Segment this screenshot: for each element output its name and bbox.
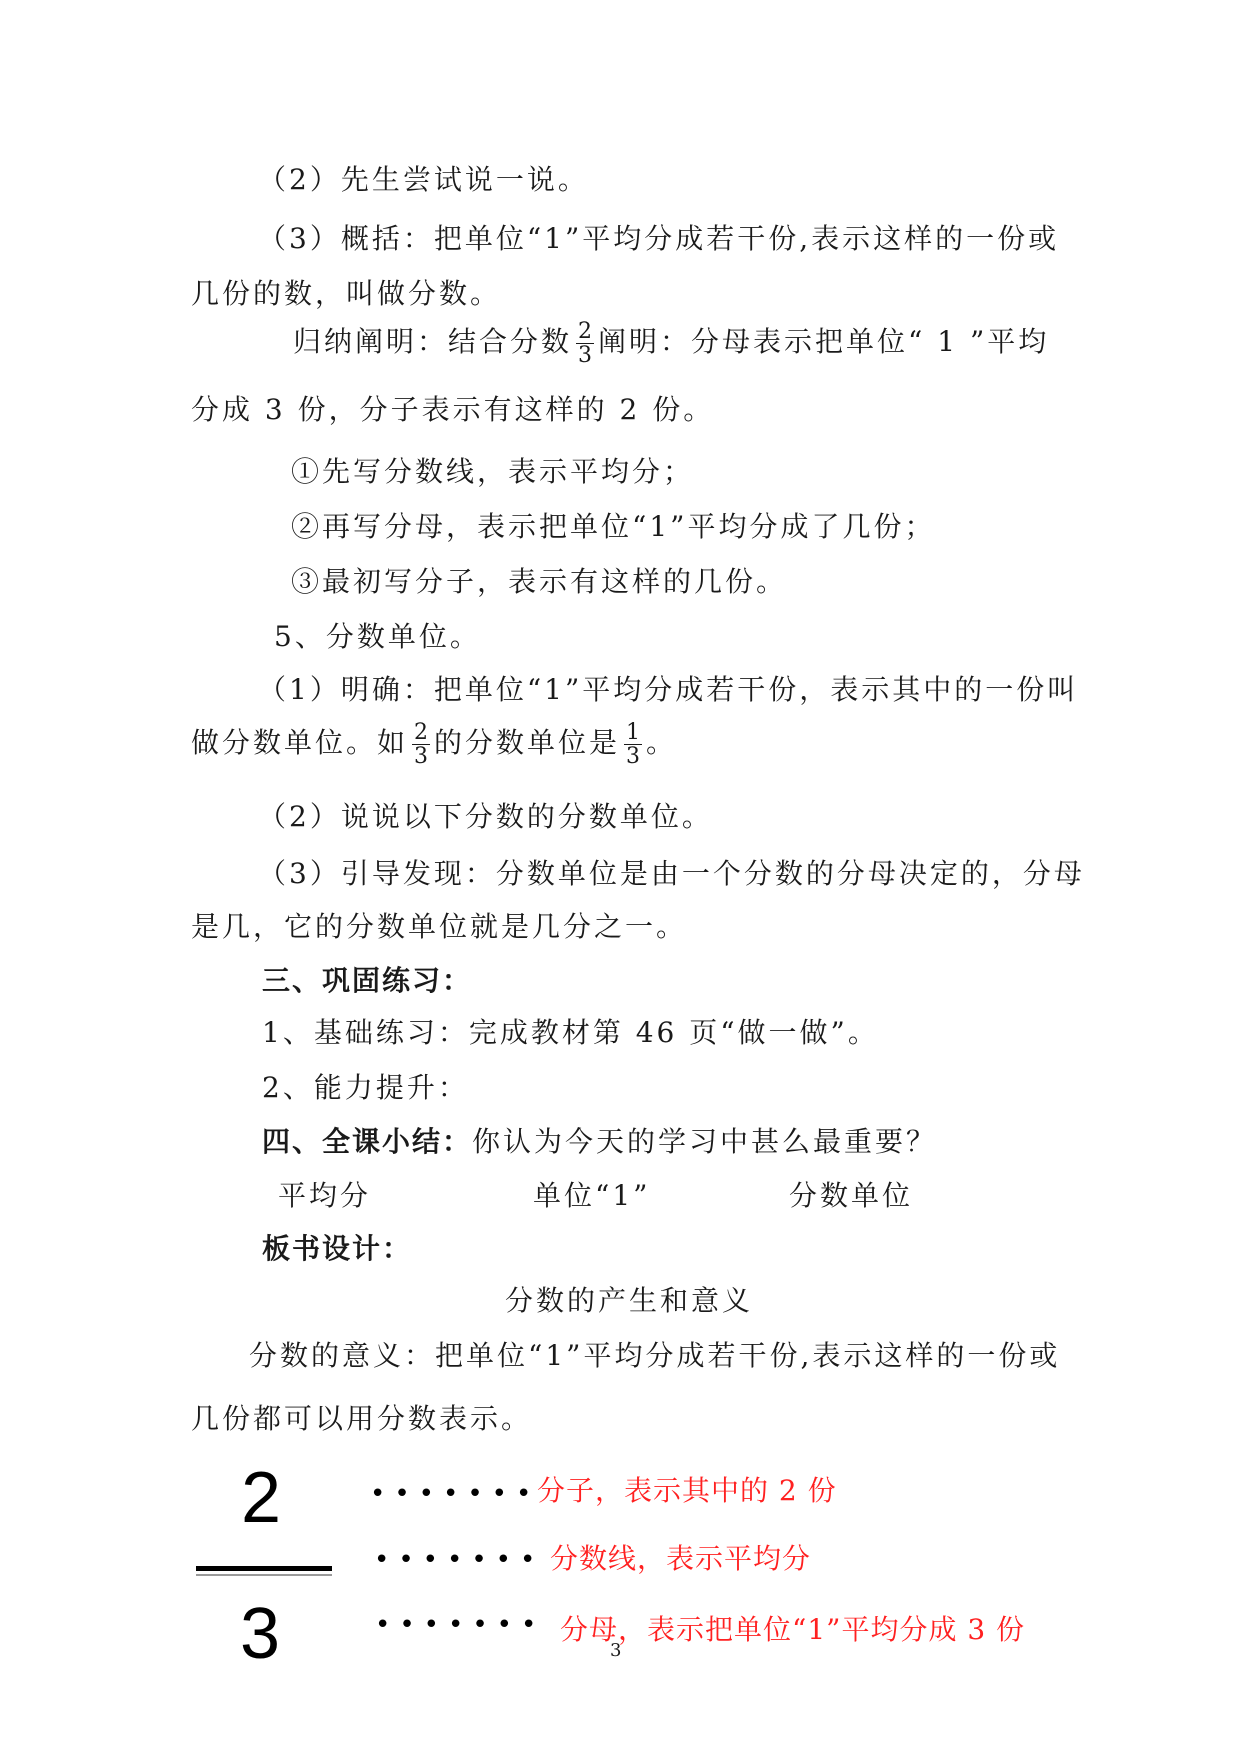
text-line: 是几，它的分数单位就是几分之一。 <box>191 910 688 943</box>
leader-dots: ••••••• <box>370 1479 541 1509</box>
text-line: （3）引导发现：分数单位是由一个分数的分母决定的，分母 <box>258 857 1085 890</box>
leader-dots: ••••••• <box>374 1545 545 1575</box>
text-line-with-heading <box>262 1125 937 1159</box>
text-segment: 归纳阐明：结合分数 <box>293 325 573 359</box>
text-line: 1、基础练习：完成教材第 46 页“做一做”。 <box>262 1016 879 1049</box>
fraction-denominator: 3 <box>578 343 593 369</box>
text-segment: 。 <box>646 726 678 760</box>
text-line: ②再写分母，表示把单位“1”平均分成了几份； <box>291 510 936 543</box>
label-denominator: 分母，表示把单位“1”平均分成 3 份 <box>560 1613 1026 1646</box>
text-line: 5、分数单位。 <box>274 620 481 653</box>
board-title: 分数的产生和意义 <box>505 1284 754 1317</box>
text-line: （1）明确：把单位“1”平均分成若干份，表示其中的一份叫 <box>258 673 1079 706</box>
board-fraction-line-shadow <box>196 1574 332 1576</box>
text-line-with-fraction <box>293 320 1049 367</box>
text-segment: 你认为今天的学习中甚么最重要？ <box>472 1125 938 1158</box>
keyword: 分数单位 <box>789 1179 914 1212</box>
fraction-denominator: 3 <box>414 744 429 770</box>
text-segment: 阐明：分母表示把单位“ 1 ”平均 <box>598 325 1050 359</box>
text-line: ①先写分数线，表示平均分； <box>291 455 695 488</box>
text-line: （3）概括：把单位“1”平均分成若干份,表示这样的一份或 <box>258 222 1060 255</box>
fraction-numerator: 2 <box>578 319 593 344</box>
section-heading: 三、巩固练习： <box>262 964 473 997</box>
text-line: （2）先生尝试说一说。 <box>258 163 589 196</box>
section-heading: 四、全课小结： <box>262 1125 473 1158</box>
label-fraction-line: 分数线，表示平均分 <box>550 1542 812 1575</box>
board-fraction-line <box>196 1566 332 1571</box>
fraction-numerator: 2 <box>414 720 429 745</box>
text-line: ③最初写分子，表示有这样的几份。 <box>291 565 788 598</box>
text-segment: 做分数单位。如 <box>191 726 409 760</box>
leader-dots: ••••••• <box>375 1610 546 1640</box>
keyword: 单位“1” <box>533 1179 651 1212</box>
text-line: 几份都可以用分数表示。 <box>191 1402 533 1435</box>
fraction <box>412 721 430 768</box>
text-line: （2）说说以下分数的分数单位。 <box>258 800 713 833</box>
text-segment: 的分数单位是 <box>434 726 621 760</box>
text-line: 几份的数，叫做分数。 <box>191 277 502 310</box>
text-line: 2、能力提升： <box>262 1071 469 1104</box>
section-heading: 板书设计： <box>262 1232 413 1265</box>
label-numerator: 分子，表示其中的 2 份 <box>537 1474 837 1507</box>
text-line: 分成 3 份，分子表示有这样的 2 份。 <box>191 393 715 426</box>
fraction-denominator: 3 <box>626 744 641 770</box>
fraction <box>624 721 642 768</box>
board-denominator: 3 <box>240 1594 281 1674</box>
text-line: 分数的意义：把单位“1”平均分成若干份,表示这样的一份或 <box>249 1339 1061 1372</box>
board-numerator: 2 <box>241 1458 282 1538</box>
keyword: 平均分 <box>278 1179 372 1212</box>
page-number: 3 <box>610 1640 622 1661</box>
text-line-with-fraction <box>191 721 677 768</box>
fraction-numerator: 1 <box>626 720 641 745</box>
fraction <box>576 320 594 367</box>
